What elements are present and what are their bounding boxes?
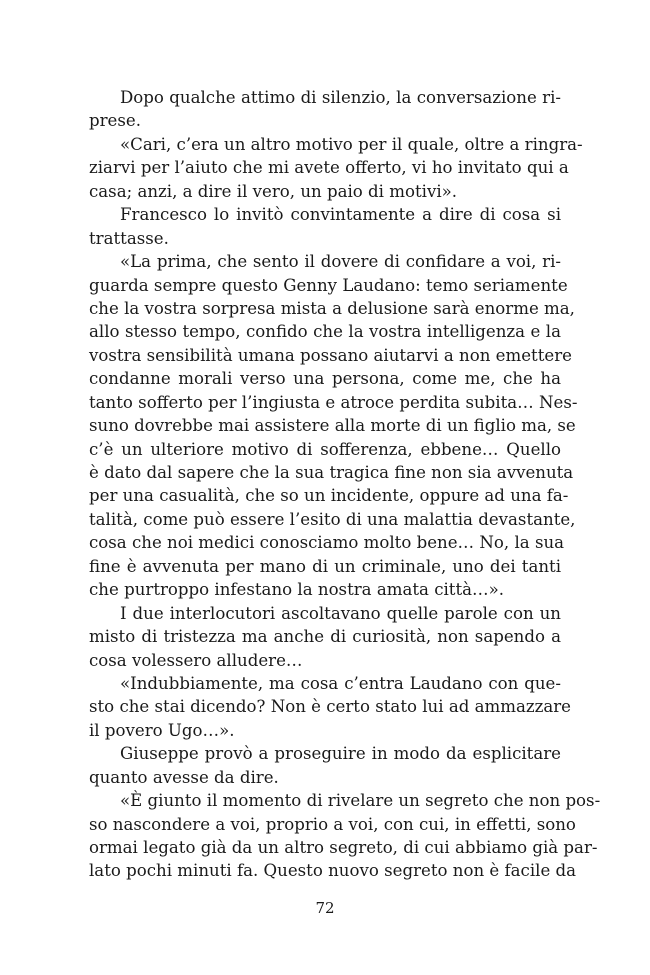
text-line: condanne morali verso una persona, come me, che ha	[89, 369, 561, 389]
text-line: ziarvi per l’aiuto che mi avete offerto, vi ho invitato qui a	[89, 158, 569, 178]
text-line: «È giunto il momento di rivelare un segreto che non pos-	[120, 791, 601, 811]
text-line: suno dovrebbe mai assistere alla morte di un figlio ma, se	[89, 416, 576, 436]
text-line: «Cari, c’era un altro motivo per il quale, oltre a ringra-	[120, 134, 583, 154]
text-line: è dato dal sapere che la sua tragica fine non sia avvenuta	[89, 463, 574, 482]
text-line: Dopo qualche attimo di silenzio, la conversazione ri-	[120, 88, 561, 107]
text-line: Giuseppe provò a proseguire in modo da esplicitare	[120, 744, 561, 764]
text-line: «La prima, che sento il dovere di confidare a voi, ri-	[120, 252, 561, 272]
text-line: casa; anzi, a dire il vero, un paio di motivi».	[89, 181, 458, 201]
page-body-text	[89, 86, 601, 883]
text-line: per una casualità, che so un incidente, oppure ad una fa-	[89, 486, 569, 506]
text-line: cosa che noi medici conosciamo molto bene… No, la sua	[89, 533, 565, 553]
text-line: fine è avvenuta per mano di un criminale, uno dei tanti	[89, 556, 561, 576]
text-line: il povero Ugo…».	[89, 720, 235, 740]
text-line: quanto avesse da dire.	[89, 767, 279, 787]
text-line: c’è un ulteriore motivo di sofferenza, ebbene… Quello	[89, 439, 561, 459]
text-line: ormai legato già da un altro segreto, di cui abbiamo già par-	[89, 838, 598, 857]
page-number: 72	[315, 899, 335, 917]
text-line: «Indubbiamente, ma cosa c’entra Laudano con que-	[120, 673, 561, 693]
text-line: lato pochi minuti fa. Questo nuovo segreto non è facile da	[89, 861, 577, 881]
text-line: Francesco lo invitò convintamente a dire di cosa si	[120, 205, 561, 225]
text-line: che purtroppo infestano la nostra amata città…».	[89, 580, 505, 600]
text-line: tanto sofferto per l’ingiusta e atroce perdita subita… Nes-	[89, 392, 578, 412]
text-line: so nascondere a voi, proprio a voi, con cui, in effetti, sono	[89, 814, 576, 834]
text-line: guarda sempre questo Genny Laudano: temo seriamente	[89, 275, 568, 295]
text-line: cosa volessero alludere…	[89, 650, 303, 670]
text-line: vostra sensibilità umana possano aiutarvi a non emettere	[89, 345, 572, 365]
text-line: misto di tristezza ma anche di curiosità, non sapendo a	[89, 627, 561, 647]
text-line: prese.	[89, 111, 141, 131]
text-line: I due interlocutori ascoltavano quelle parole con un	[120, 603, 561, 623]
text-line: trattasse.	[89, 228, 169, 248]
text-line: sto che stai dicendo? Non è certo stato lui ad ammazzare	[89, 697, 572, 717]
text-line: talità, come può essere l’esito di una malattia devastante,	[89, 509, 576, 529]
text-line: che la vostra sorpresa mista a delusione sarà enorme ma,	[89, 298, 575, 318]
text-line: allo stesso tempo, confido che la vostra intelligenza e la	[89, 322, 561, 342]
